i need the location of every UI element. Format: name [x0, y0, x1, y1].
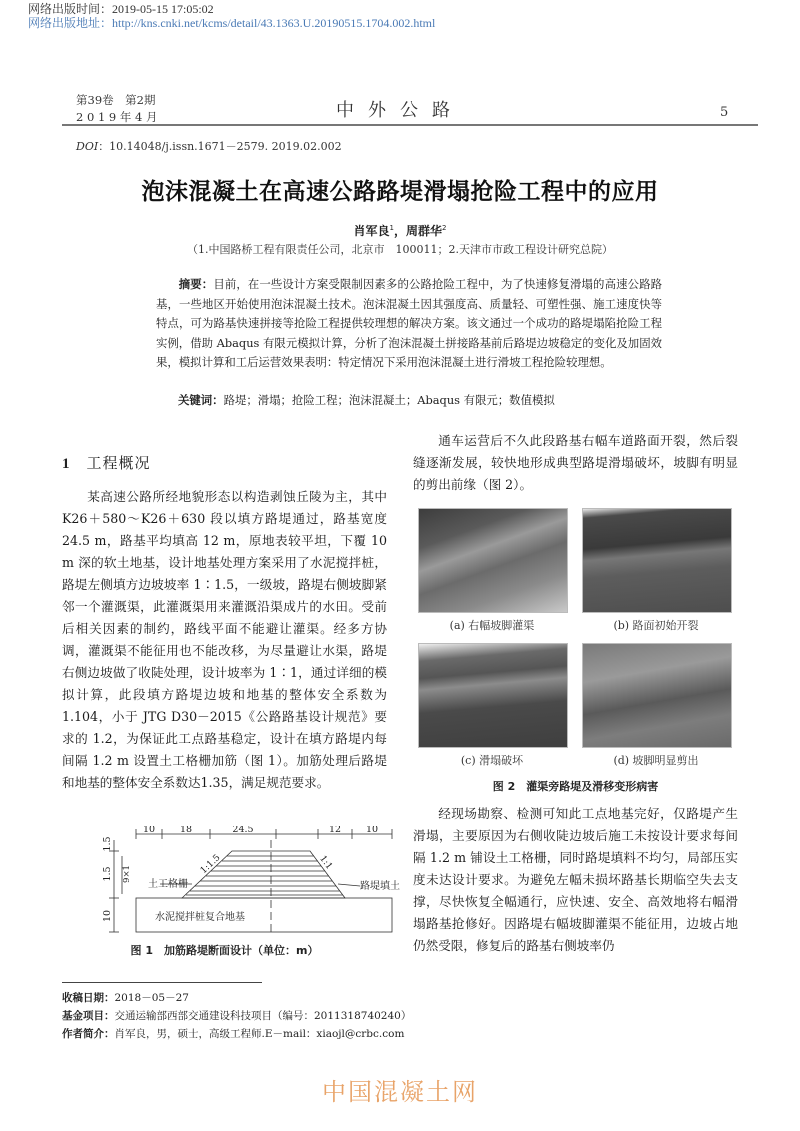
- footnote-label: 作者简介：: [62, 1028, 115, 1040]
- author-name: 肖军良: [353, 224, 390, 238]
- keywords-text: 路堤；滑塌；抢险工程；泡沫混凝土；Abaqus 有限元；数值模拟: [223, 393, 555, 407]
- figure-2b-photo: [582, 508, 732, 613]
- keywords: [178, 392, 555, 408]
- dimension-label: 9×1: [122, 865, 132, 883]
- abstract-text: 目前，在一些设计方案受限制因素多的公路抢险工程中，为了快速修复滑塌的高速公路路基，一些地区开始使用泡沫混凝土技术。泡沫混凝土因其强度高、质量轻、可塑性强、施工速度快等特点，可为路基快速拼接等抢险工程提供较理想的解决方案。该文通过一个成功的路堤塌陷抢险工程实例，借助 Abaqus 有限元模拟计算，分析了泡沫混凝土拼接路基前后路堤边坡稳定的变化及加固效果，模拟计算和工后运营效果表明：特定情况下采用泡沫混凝土进行滑坡工程抢险较理想。: [156, 277, 662, 369]
- footnote-fund: [62, 1008, 411, 1023]
- author-separator: ，: [393, 224, 406, 238]
- fill-label: 路堤填土: [360, 881, 400, 892]
- dimension-label: 1.5: [102, 836, 113, 852]
- dimension-label: 10: [142, 826, 156, 835]
- footnote-value: 2018－05－27: [114, 992, 189, 1004]
- figure-1-caption: 图 1 加筋路堤断面设计（单位：m）: [130, 944, 319, 957]
- figure-2c-caption: (c) 滑塌破坏: [460, 754, 524, 767]
- page-number: 5: [720, 105, 729, 120]
- slope-label: 1:1: [317, 854, 334, 872]
- dimension-label: 18: [179, 826, 193, 835]
- geogrid-label: 土工格栅: [148, 879, 188, 890]
- online-url-label: 网络出版地址：: [28, 16, 113, 30]
- online-publish-url: [28, 16, 435, 30]
- paper-title: 泡沫混凝土在高速公路路堤滑塌抢险工程中的应用: [141, 179, 659, 205]
- foundation-label: 水泥搅拌桩复合地基: [155, 912, 245, 923]
- author-affil-mark: 2: [442, 224, 447, 232]
- journal-name: 中外公路: [336, 100, 464, 121]
- figure-2-caption: 图 2 灌渠旁路堤及滑移变形病害: [492, 780, 659, 793]
- section-number: 1: [62, 456, 71, 472]
- section-heading: [62, 452, 151, 473]
- section-title: 工程概况: [86, 454, 151, 472]
- figure-2d-photo: [582, 643, 732, 748]
- watermark-logo: 中国混凝土网: [322, 1078, 478, 1106]
- dimension-label: 12: [328, 826, 342, 835]
- author-affil-mark: 1: [389, 224, 394, 232]
- volume-issue: 第39卷 第2期: [76, 93, 156, 107]
- figure-1-cross-section: [100, 826, 400, 936]
- dimension-label: 10: [102, 909, 113, 923]
- figure-2a-photo: [418, 508, 568, 613]
- footnote-label: 基金项目：: [62, 1010, 115, 1022]
- figure-2d-caption: (d) 坡脚明显剪出: [613, 754, 699, 767]
- footnote-value: 交通运输部西部交通建设科技项目（编号：2011318740240）: [114, 1010, 412, 1022]
- affiliation: （1.中国路桥工程有限责任公司，北京市 100011；2.天津市市政工程设计研究总院）: [187, 243, 613, 256]
- dimension-label: 10: [365, 826, 379, 835]
- dimension-label: 1.5: [102, 866, 113, 882]
- online-time-value: 2019-05-15 17:05:02: [112, 2, 214, 16]
- keywords-label: 关键词：: [178, 393, 224, 407]
- online-publish-time: [28, 2, 214, 16]
- dimension-label: 24.5: [232, 826, 254, 835]
- header-rule: [62, 124, 758, 126]
- figure-2b-caption: (b) 路面初始开裂: [613, 619, 699, 632]
- doi-value: ：10.14048/j.issn.1671－2579. 2019.02.002: [98, 140, 342, 153]
- abstract: [156, 275, 662, 373]
- online-time-label: 网络出版时间：: [28, 2, 113, 16]
- abstract-label: 摘要：: [178, 277, 214, 291]
- footnote-value: 肖军良，男，硕士，高级工程师.E－mail：xiaojl@crbc.com: [114, 1028, 405, 1040]
- slope-label: 1:1.5: [198, 853, 223, 877]
- authors: [0, 222, 800, 239]
- footnote-author: [62, 1026, 404, 1041]
- author-name: 周群华: [406, 224, 443, 238]
- footnote-rule: [62, 982, 262, 983]
- doi-label: DOI: [76, 140, 99, 153]
- footnote-label: 收稿日期：: [62, 992, 115, 1004]
- body-paragraph: 某高速公路所经地貌形态以构造剥蚀丘陵为主，其中 K26＋580～K26＋630 段以填方路堤通过，路基宽度 24.5 m，路基平均填高 12 m，原地表较平坦，下覆 10 m 深的软土地基，设计地基处理方案采用了水泥搅拌桩，路堤左侧填方边坡坡率 1∶1.5，一级坡，路堤右侧坡脚紧邻一个灌溉渠，此灌溉渠用来灌溉沿渠成片的水田。受前后相关因素的制约，路线平面不能避让灌渠。经多方协调，灌溉渠不能征用也不能改移，为尽量避让水渠，路堤右侧边坡做了收陡处理，设计坡率为 1∶1，通过详细的模拟计算，此段填方路堤边坡和地基的整体安全系数为 1.104，小于 JTG D30－2015《公路路基设计规范》要求的 1.2，为保证此工点路基稳定，设计在填方路堤内每间隔 1.2 m 设置土工格栅加筋（图 1）。加筋处理后路堤和地基的整体安全系数达1.35，满足规范要求。: [62, 489, 387, 790]
- body-paragraph: 经现场勘察、检测可知此工点地基完好，仅路堤产生滑塌，主要原因为右侧收陡边坡后施工未按设计要求每间隔 1.2 m 铺设土工格栅，同时路堤填料不均匀，局部压实度未达设计要求。为避免左幅未损坏路基长期临空失去支撑，尽快恢复全幅通行，应快速、安全、高效地将右幅滑塌路基抢修好。因路堤右幅坡脚灌渠不能征用，边坡占地仍然受限，修复后的路基右侧坡率仍: [413, 806, 738, 953]
- footnote-received: [62, 990, 189, 1005]
- body-paragraph: 通车运营后不久此段路基右幅车道路面开裂，然后裂缝逐渐发展，较快地形成典型路堤滑塌破坏，坡脚有明显的剪出前缘（图 2）。: [413, 433, 738, 492]
- issue-date: 2 0 1 9 年 4 月: [76, 110, 158, 124]
- doi-line: [76, 138, 342, 154]
- figure-2a-caption: (a) 右幅坡脚灌渠: [449, 619, 535, 632]
- online-url-link[interactable]: http://kns.cnki.net/kcms/detail/43.1363.U.20190515.1704.002.html: [112, 16, 436, 30]
- figure-2c-photo: [418, 643, 568, 748]
